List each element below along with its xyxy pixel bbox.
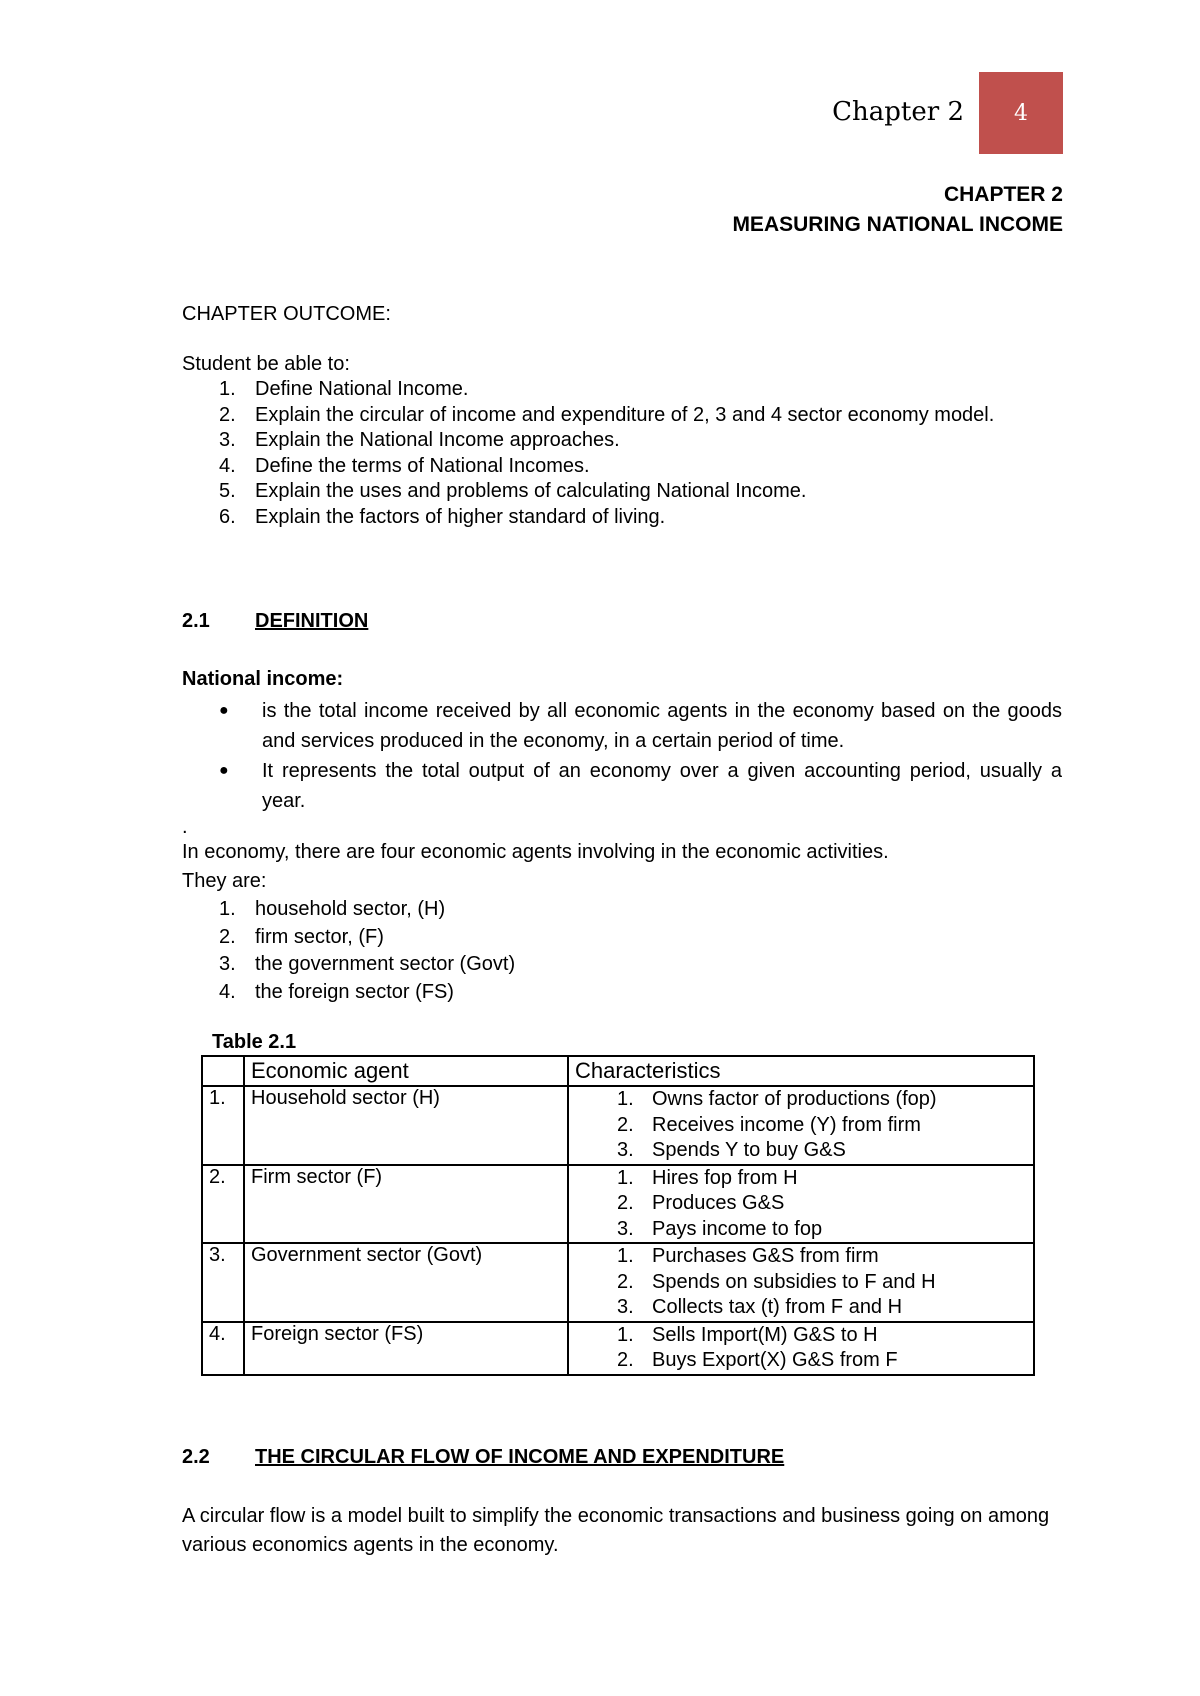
section-2-2 [182, 1424, 1062, 1560]
item-text: Explain the factors of higher standard of living. [255, 505, 666, 528]
table-row [202, 1243, 1034, 1322]
agents-intro: In economy, there are four economic agents involving in the economic activities. [182, 841, 889, 863]
table-header-row [202, 1056, 1034, 1086]
header-cell-no [202, 1056, 244, 1086]
chapter-title: MEASURING NATIONAL INCOME [732, 213, 1063, 236]
characteristics-list [575, 1244, 1033, 1321]
item-number: 4. [219, 980, 236, 1003]
outcome-list [182, 377, 1062, 530]
agent-item [182, 979, 1062, 1007]
item-text: Explain the uses and problems of calculating National Income. [255, 480, 807, 502]
item-text: Spends on subsidies to F and H [652, 1270, 936, 1293]
item-number: 5. [219, 480, 236, 502]
characteristic-item [575, 1217, 1033, 1243]
item-text: household sector, (H) [255, 898, 446, 920]
table-row [202, 1086, 1034, 1165]
characteristics-list [575, 1323, 1033, 1374]
agent-cell: Government sector (Govt) [244, 1243, 568, 1322]
bullet-text: is the total income received by all economic agents in the economy based on the goods and services produced in the economy, in a certain period of time. [262, 700, 1062, 752]
item-text: Produces G&S [652, 1192, 785, 1214]
item-number: 2. [617, 1113, 634, 1136]
chapter-outcome [182, 301, 1062, 530]
agent-cell: Foreign sector (FS) [244, 1322, 568, 1375]
characteristic-item [575, 1087, 1033, 1113]
item-text: Explain the National Income approaches. [255, 429, 620, 451]
definition-bullet [182, 756, 1062, 816]
outcome-item [182, 479, 1062, 505]
characteristics-cell [568, 1243, 1034, 1322]
item-number: 1. [219, 898, 236, 920]
item-text: the government sector (Govt) [255, 953, 516, 975]
row-number-cell: 4. [202, 1322, 244, 1375]
chapter-heading [732, 180, 1063, 240]
section-heading [182, 608, 1062, 634]
chapter-number-label: CHAPTER 2 [943, 183, 1063, 206]
section-2-1 [182, 588, 1062, 1006]
item-number: 2. [219, 403, 236, 426]
page-number: 4 [1014, 100, 1028, 126]
outcome-item [182, 428, 1062, 454]
item-number: 3. [617, 1139, 634, 1161]
characteristics-cell [568, 1086, 1034, 1165]
characteristics-list [575, 1166, 1033, 1243]
header-cell-characteristics: Characteristics [568, 1056, 1034, 1086]
item-number: 3. [617, 1296, 634, 1318]
item-text: Define National Income. [255, 378, 469, 400]
economic-agents-table [201, 1055, 1035, 1376]
characteristics-cell [568, 1322, 1034, 1375]
agent-cell: Household sector (H) [244, 1086, 568, 1165]
outcome-item [182, 505, 1062, 531]
characteristic-item [575, 1244, 1033, 1270]
item-text: Explain the circular of income and expenditure of 2, 3 and 4 sector economy model. [255, 403, 995, 426]
characteristic-item [575, 1191, 1033, 1217]
item-text: Hires fop from H [652, 1166, 798, 1189]
item-number: 6. [219, 505, 236, 528]
agents-intro-2: They are: [182, 870, 267, 892]
characteristic-item [575, 1323, 1033, 1349]
header-cell-agent: Economic agent [244, 1056, 568, 1086]
section-number: 2.2 [182, 1446, 210, 1468]
table-row [202, 1322, 1034, 1375]
definition-bullet [182, 696, 1062, 756]
circular-flow-paragraph: A circular flow is a model built to simplify the economic transactions and business going on among various economics agents in the economy. [182, 1505, 1050, 1556]
item-text: firm sector, (F) [255, 925, 384, 948]
characteristic-item [575, 1166, 1033, 1192]
item-number: 3. [219, 429, 236, 451]
agent-item [182, 924, 1062, 952]
characteristic-item [575, 1113, 1033, 1139]
section-number: 2.1 [182, 610, 210, 632]
row-number-cell: 2. [202, 1165, 244, 1244]
item-text: the foreign sector (FS) [255, 980, 454, 1003]
characteristic-item [575, 1270, 1033, 1296]
item-number: 3. [219, 953, 236, 975]
characteristic-item [575, 1348, 1033, 1374]
outcome-item [182, 403, 1062, 429]
definition-term: National income: [182, 668, 344, 690]
item-text: Sells Import(M) G&S to H [652, 1323, 878, 1346]
item-text: Purchases G&S from firm [652, 1245, 879, 1267]
table-caption: Table 2.1 [212, 1031, 297, 1053]
outcome-heading: CHAPTER OUTCOME: [182, 303, 391, 325]
item-text: Receives income (Y) from firm [652, 1113, 921, 1136]
stray-mark: . [182, 816, 188, 838]
item-number: 2. [617, 1192, 634, 1214]
section-title: DEFINITION [255, 610, 369, 632]
section-title: THE CIRCULAR FLOW OF INCOME AND EXPENDITURE [255, 1446, 785, 1468]
agent-item [182, 896, 1062, 924]
table-row [202, 1165, 1034, 1244]
characteristic-item [575, 1295, 1033, 1321]
agent-cell: Firm sector (F) [244, 1165, 568, 1244]
bullet-text: It represents the total output of an economy over a given accounting period, usually a year. [262, 760, 1062, 812]
row-number-cell: 1. [202, 1086, 244, 1165]
section-heading [182, 1444, 1062, 1470]
agent-item [182, 951, 1062, 979]
definition-bullets [182, 696, 1062, 816]
outcome-item [182, 454, 1062, 480]
item-number: 4. [219, 454, 236, 477]
item-number: 2. [617, 1270, 634, 1293]
running-header [832, 70, 976, 154]
item-number: 1. [617, 1166, 634, 1189]
outcome-item [182, 377, 1062, 403]
characteristics-list [575, 1087, 1033, 1164]
item-text: Collects tax (t) from F and H [652, 1296, 903, 1318]
characteristics-cell [568, 1165, 1034, 1244]
row-number-cell: 3. [202, 1243, 244, 1322]
running-title: Chapter 2 [832, 97, 964, 127]
item-text: Buys Export(X) G&S from F [652, 1349, 898, 1371]
item-number: 1. [617, 1088, 634, 1110]
item-number: 1. [617, 1245, 634, 1267]
item-number: 1. [617, 1323, 634, 1346]
item-number: 3. [617, 1217, 634, 1240]
item-number: 2. [219, 925, 236, 948]
item-number: 2. [617, 1349, 634, 1371]
agents-list [182, 896, 1062, 1006]
outcome-intro: Student be able to: [182, 353, 350, 375]
characteristic-item [575, 1138, 1033, 1164]
item-number: 1. [219, 378, 236, 400]
bullet-icon: ● [219, 762, 229, 779]
item-text: Pays income to fop [652, 1217, 823, 1240]
bullet-icon: ● [219, 702, 229, 719]
item-text: Spends Y to buy G&S [652, 1139, 846, 1161]
item-text: Owns factor of productions (fop) [652, 1088, 937, 1110]
page-number-badge [979, 72, 1063, 154]
item-text: Define the terms of National Incomes. [255, 454, 590, 477]
